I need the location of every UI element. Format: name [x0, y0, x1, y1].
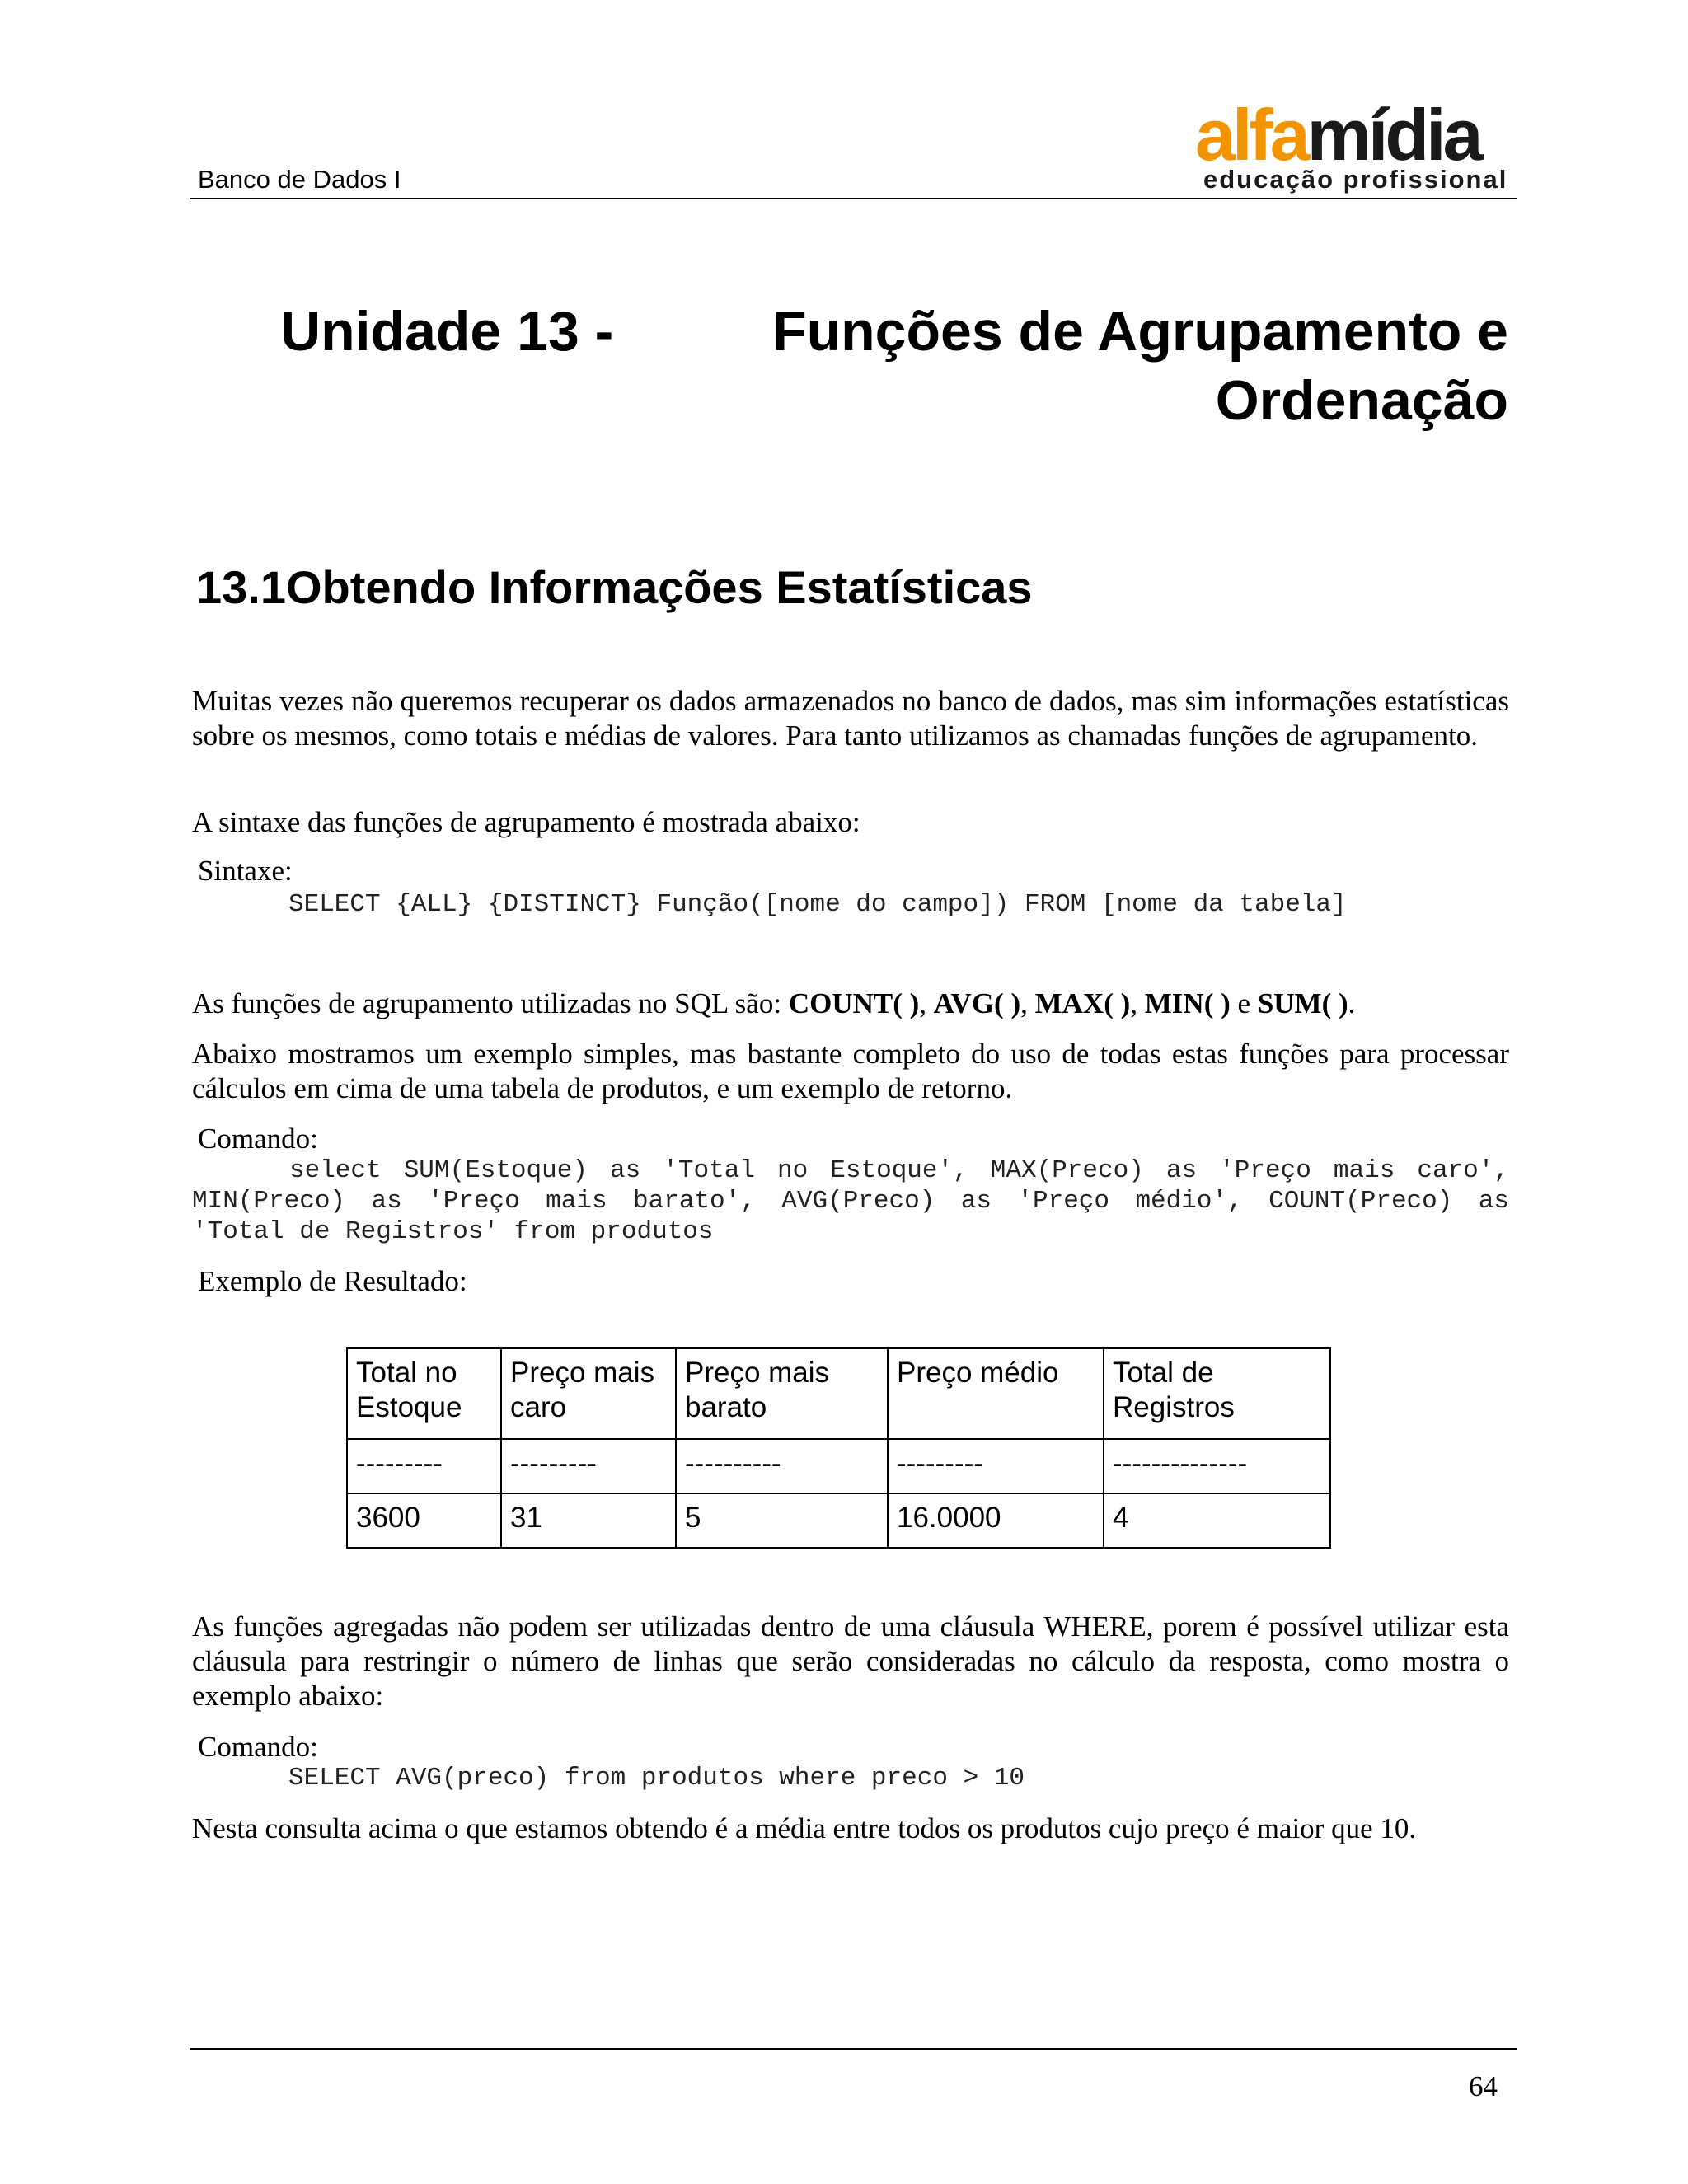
fn-count: COUNT( )	[788, 987, 920, 1019]
fn-sum: SUM( )	[1257, 987, 1348, 1019]
course-title: Banco de Dados I	[198, 165, 401, 194]
fn-min: MIN( )	[1144, 987, 1231, 1019]
table-cell: 3600	[347, 1493, 501, 1548]
paragraph-syntax-intro: A sintaxe das funções de agrupamento é mostrada abaixo:	[192, 806, 860, 838]
logo-wordmark: alfamídia	[1195, 94, 1480, 176]
paragraph-functions: As funções de agrupamento utilizadas no SQL são: COUNT( ), AVG( ), MAX( ), MIN( ) e SUM( ).	[192, 987, 1356, 1019]
table-header-cell: Total de Registros	[1104, 1348, 1330, 1439]
table-header-cell: Preço mais caro	[501, 1348, 676, 1439]
alfamidia-logo	[1195, 94, 1517, 194]
table-cell: ---------	[347, 1439, 501, 1493]
table-cell: 4	[1104, 1493, 1330, 1548]
result-table	[346, 1347, 1331, 1549]
command2-code: SELECT AVG(preco) from produtos where preco > 10	[288, 1764, 1025, 1793]
table-row	[347, 1439, 1330, 1493]
table-cell: ---------	[888, 1439, 1104, 1493]
syntax-label: Sintaxe:	[198, 855, 293, 887]
chapter-title	[280, 297, 1508, 435]
table-header-cell: Preço médio	[888, 1348, 1104, 1439]
page-number: 64	[1469, 2070, 1498, 2102]
chapter-number: Unidade 13 -	[280, 300, 614, 363]
table-cell: --------------	[1104, 1439, 1330, 1493]
footer-divider	[190, 2048, 1517, 2050]
fn-max: MAX( )	[1034, 987, 1131, 1019]
table-header-cell: Preço mais barato	[676, 1348, 888, 1439]
paragraph-where-clause: As funções agregadas não podem ser utilizadas dentro de uma cláusula WHERE, porem é possível utilizar esta cláusula para restringir o número de linhas que serão consideradas no cálculo da resposta, como mostra o exemplo abaixo:	[192, 1610, 1509, 1712]
command-label: Comando:	[198, 1122, 318, 1155]
result-label: Exemplo de Resultado:	[198, 1265, 467, 1297]
paragraph-intro: Muitas vezes não queremos recuperar os dados armazenados no banco de dados, mas sim informações estatísticas sobre os mesmos, como totais e médias de valores. Para tanto utilizamos as chamadas funções de agrupamento.	[192, 685, 1509, 752]
paragraph-example-intro: Abaixo mostramos um exemplo simples, mas bastante completo do uso de todas estas funções para processar cálculos em cima de uma tabela de produtos, e um exemplo de retorno.	[192, 1038, 1509, 1104]
header-divider	[190, 198, 1517, 199]
table-cell: 5	[676, 1493, 888, 1548]
table-header-cell: Total no Estoque	[347, 1348, 501, 1439]
table-header-row	[347, 1348, 1330, 1439]
paragraph-conclusion: Nesta consulta acima o que estamos obtendo é a média entre todos os produtos cujo preço é maior que 10.	[192, 1812, 1417, 1844]
table-row	[347, 1493, 1330, 1548]
command2-label: Comando:	[198, 1731, 318, 1763]
table-cell: ---------	[501, 1439, 676, 1493]
logo-tagline: educação profissional	[1203, 165, 1508, 194]
fn-avg: AVG( )	[933, 987, 1021, 1019]
syntax-code: SELECT {ALL} {DISTINCT} Função([nome do campo]) FROM [nome da tabela]	[288, 890, 1347, 919]
section-heading: 13.1Obtendo Informações Estatísticas	[196, 561, 1033, 613]
table-cell: ----------	[676, 1439, 888, 1493]
chapter-title-line2: Ordenação	[1215, 369, 1508, 432]
table-cell: 16.0000	[888, 1493, 1104, 1548]
chapter-title-line1: Funções de Agrupamento e	[772, 300, 1508, 363]
table-cell: 31	[501, 1493, 676, 1548]
command-code: select SUM(Estoque) as 'Total no Estoque', MAX(Preco) as 'Preço mais caro', MIN(Preco) as 'Preço mais barato', AVG(Preco) as 'Preço médio', COUNT(Preco) as 'Total de Registros' from produtos	[192, 1156, 1509, 1246]
